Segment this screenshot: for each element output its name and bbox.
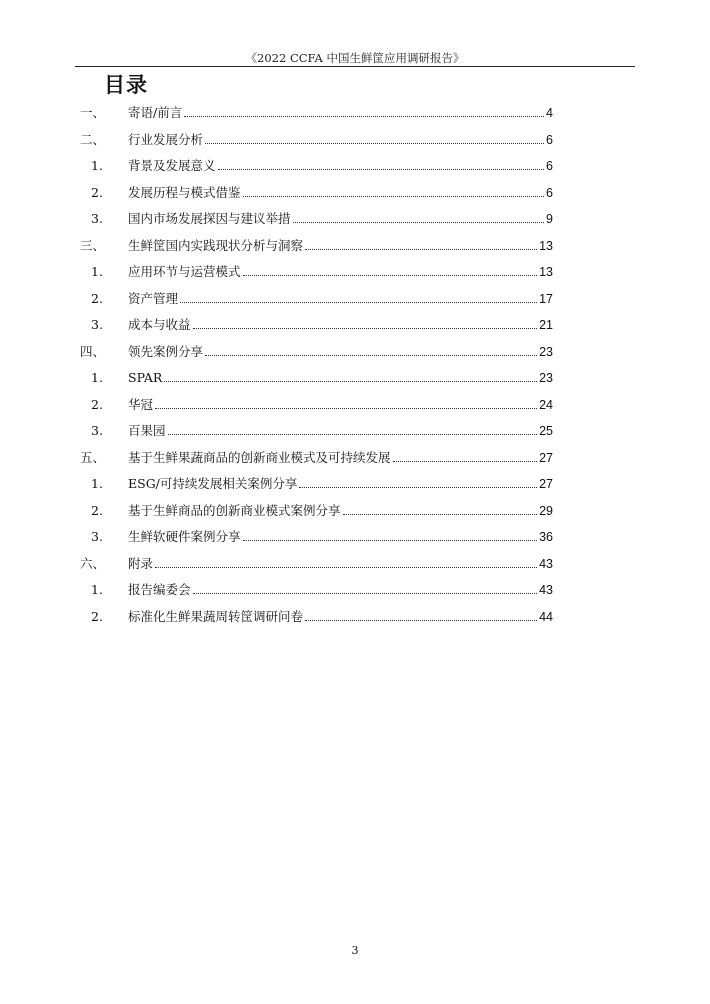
toc-entry-label: 附录 bbox=[128, 555, 154, 571]
toc-entry-page: 25 bbox=[539, 424, 553, 438]
toc-entry-number: 2. bbox=[91, 608, 103, 624]
toc-entry-number: 3. bbox=[91, 529, 103, 544]
toc-dot-leader bbox=[193, 593, 538, 594]
toc-entry-page: 17 bbox=[539, 291, 553, 306]
toc-dot-leader bbox=[155, 567, 537, 568]
toc-entry-page: 4 bbox=[546, 106, 553, 120]
toc-entry[interactable] bbox=[0, 581, 710, 599]
toc-entry-number: 1. bbox=[91, 370, 103, 385]
toc-entry[interactable] bbox=[0, 369, 710, 387]
toc-entry[interactable] bbox=[0, 449, 710, 467]
toc-dot-leader bbox=[218, 169, 545, 170]
toc-entry[interactable] bbox=[0, 528, 710, 546]
toc-dot-leader bbox=[180, 302, 537, 303]
toc-entry[interactable] bbox=[0, 422, 710, 440]
toc-entry[interactable] bbox=[0, 343, 710, 361]
toc-entry-number: 2. bbox=[91, 396, 103, 412]
toc-entry-label: 发展历程与模式借鉴 bbox=[128, 184, 241, 200]
toc-entry-number: 二、 bbox=[80, 131, 106, 147]
toc-dot-leader bbox=[168, 434, 538, 435]
toc-entry-number: 1. bbox=[91, 476, 103, 491]
toc-entry-number: 四、 bbox=[80, 343, 106, 359]
toc-entry[interactable] bbox=[0, 263, 710, 281]
toc-entry-number: 3. bbox=[91, 211, 103, 226]
toc-entry-number: 一、 bbox=[80, 105, 106, 120]
toc-entry-page: 13 bbox=[539, 265, 553, 279]
toc-entry-page: 23 bbox=[539, 371, 553, 385]
running-header: 《2022 CCFA 中国生鲜筐应用调研报告》 bbox=[245, 51, 465, 65]
toc-entry-label: 报告编委会 bbox=[128, 582, 191, 597]
toc-entry[interactable] bbox=[0, 237, 710, 255]
toc-entry-page: 21 bbox=[539, 318, 553, 332]
page-number: 3 bbox=[351, 944, 359, 957]
toc-entry-label: 应用环节与运营模式 bbox=[128, 264, 241, 279]
toc-entry[interactable] bbox=[0, 555, 710, 573]
toc-entry-label: ESG/可持续发展相关案例分享 bbox=[128, 476, 298, 491]
toc-dot-leader bbox=[164, 381, 537, 382]
toc-dot-leader bbox=[205, 143, 544, 144]
toc-dot-leader bbox=[305, 249, 537, 250]
toc-entry-number: 2. bbox=[91, 184, 103, 200]
toc-entry[interactable] bbox=[0, 316, 710, 334]
toc-entry-page: 29 bbox=[539, 503, 553, 518]
toc-entry-label: 国内市场发展探因与建议举措 bbox=[128, 211, 291, 226]
toc-entry-page: 24 bbox=[539, 397, 553, 412]
toc-entry-label: 基于生鲜商品的创新商业模式案例分享 bbox=[128, 502, 341, 518]
toc-entry-page: 27 bbox=[539, 477, 553, 491]
toc-entry-label: 领先案例分享 bbox=[128, 343, 204, 359]
toc-entry-number: 六、 bbox=[80, 555, 106, 571]
toc-title: 目录 bbox=[104, 73, 148, 97]
toc-entry[interactable] bbox=[0, 104, 710, 122]
toc-entry-label: 华冠 bbox=[128, 396, 154, 412]
toc-entry-page: 27 bbox=[539, 450, 553, 465]
toc-dot-leader bbox=[293, 222, 545, 223]
toc-dot-leader bbox=[243, 275, 538, 276]
toc-entry-number: 3. bbox=[91, 423, 103, 438]
toc-entry-number: 2. bbox=[91, 290, 103, 306]
toc-dot-leader bbox=[193, 328, 538, 329]
toc-dot-leader bbox=[184, 116, 544, 117]
toc-entry-page: 6 bbox=[546, 185, 553, 200]
toc-entry[interactable] bbox=[0, 396, 710, 414]
toc-entry-page: 44 bbox=[539, 609, 553, 624]
toc-entry-label: 百果园 bbox=[128, 423, 166, 438]
toc-dot-leader bbox=[243, 540, 538, 541]
toc-entry[interactable] bbox=[0, 290, 710, 308]
toc-entry-label: 生鲜筐国内实践现状分析与洞察 bbox=[128, 237, 304, 253]
toc-entry-page: 6 bbox=[546, 159, 553, 173]
toc-entry[interactable] bbox=[0, 184, 710, 202]
toc-entry-number: 五、 bbox=[80, 449, 106, 465]
toc-entry-number: 3. bbox=[91, 317, 103, 332]
toc-dot-leader bbox=[393, 461, 538, 462]
toc-entry-number: 三、 bbox=[80, 237, 106, 253]
toc-entry-number: 1. bbox=[91, 582, 103, 597]
toc-dot-leader bbox=[155, 408, 537, 409]
toc-entry-label: SPAR bbox=[128, 370, 163, 385]
toc-entry-number: 1. bbox=[91, 158, 103, 173]
toc-dot-leader bbox=[343, 514, 538, 515]
toc-entry-page: 9 bbox=[546, 212, 553, 226]
toc-entry-label: 标准化生鲜果蔬周转筐调研问卷 bbox=[128, 608, 304, 624]
toc-entry-label: 成本与收益 bbox=[128, 317, 191, 332]
toc-entry[interactable] bbox=[0, 131, 710, 149]
toc-dot-leader bbox=[205, 355, 537, 356]
toc-dot-leader bbox=[243, 196, 545, 197]
toc-entry-label: 生鲜软硬件案例分享 bbox=[128, 529, 241, 544]
toc-entry-number: 2. bbox=[91, 502, 103, 518]
toc-entry-label: 寄语/前言 bbox=[128, 105, 183, 120]
toc-entry-label: 背景及发展意义 bbox=[128, 158, 216, 173]
toc-entry-label: 基于生鲜果蔬商品的创新商业模式及可持续发展 bbox=[128, 449, 391, 465]
toc-entry-label: 行业发展分析 bbox=[128, 131, 204, 147]
toc-entry[interactable] bbox=[0, 210, 710, 228]
header-rule bbox=[75, 66, 635, 67]
toc-entry[interactable] bbox=[0, 157, 710, 175]
toc-entry-page: 43 bbox=[539, 583, 553, 597]
toc-entry[interactable] bbox=[0, 502, 710, 520]
toc-entry-page: 36 bbox=[539, 530, 553, 544]
toc-entry-label: 资产管理 bbox=[128, 290, 179, 306]
toc-dot-leader bbox=[305, 620, 537, 621]
toc-entry-page: 23 bbox=[539, 344, 553, 359]
toc-entry[interactable] bbox=[0, 608, 710, 626]
toc-entry-page: 13 bbox=[539, 238, 553, 253]
toc-entry-page: 43 bbox=[539, 556, 553, 571]
toc-entry-page: 6 bbox=[546, 132, 553, 147]
toc-entry-number: 1. bbox=[91, 264, 103, 279]
toc-dot-leader bbox=[299, 487, 537, 488]
toc-entry[interactable] bbox=[0, 475, 710, 493]
